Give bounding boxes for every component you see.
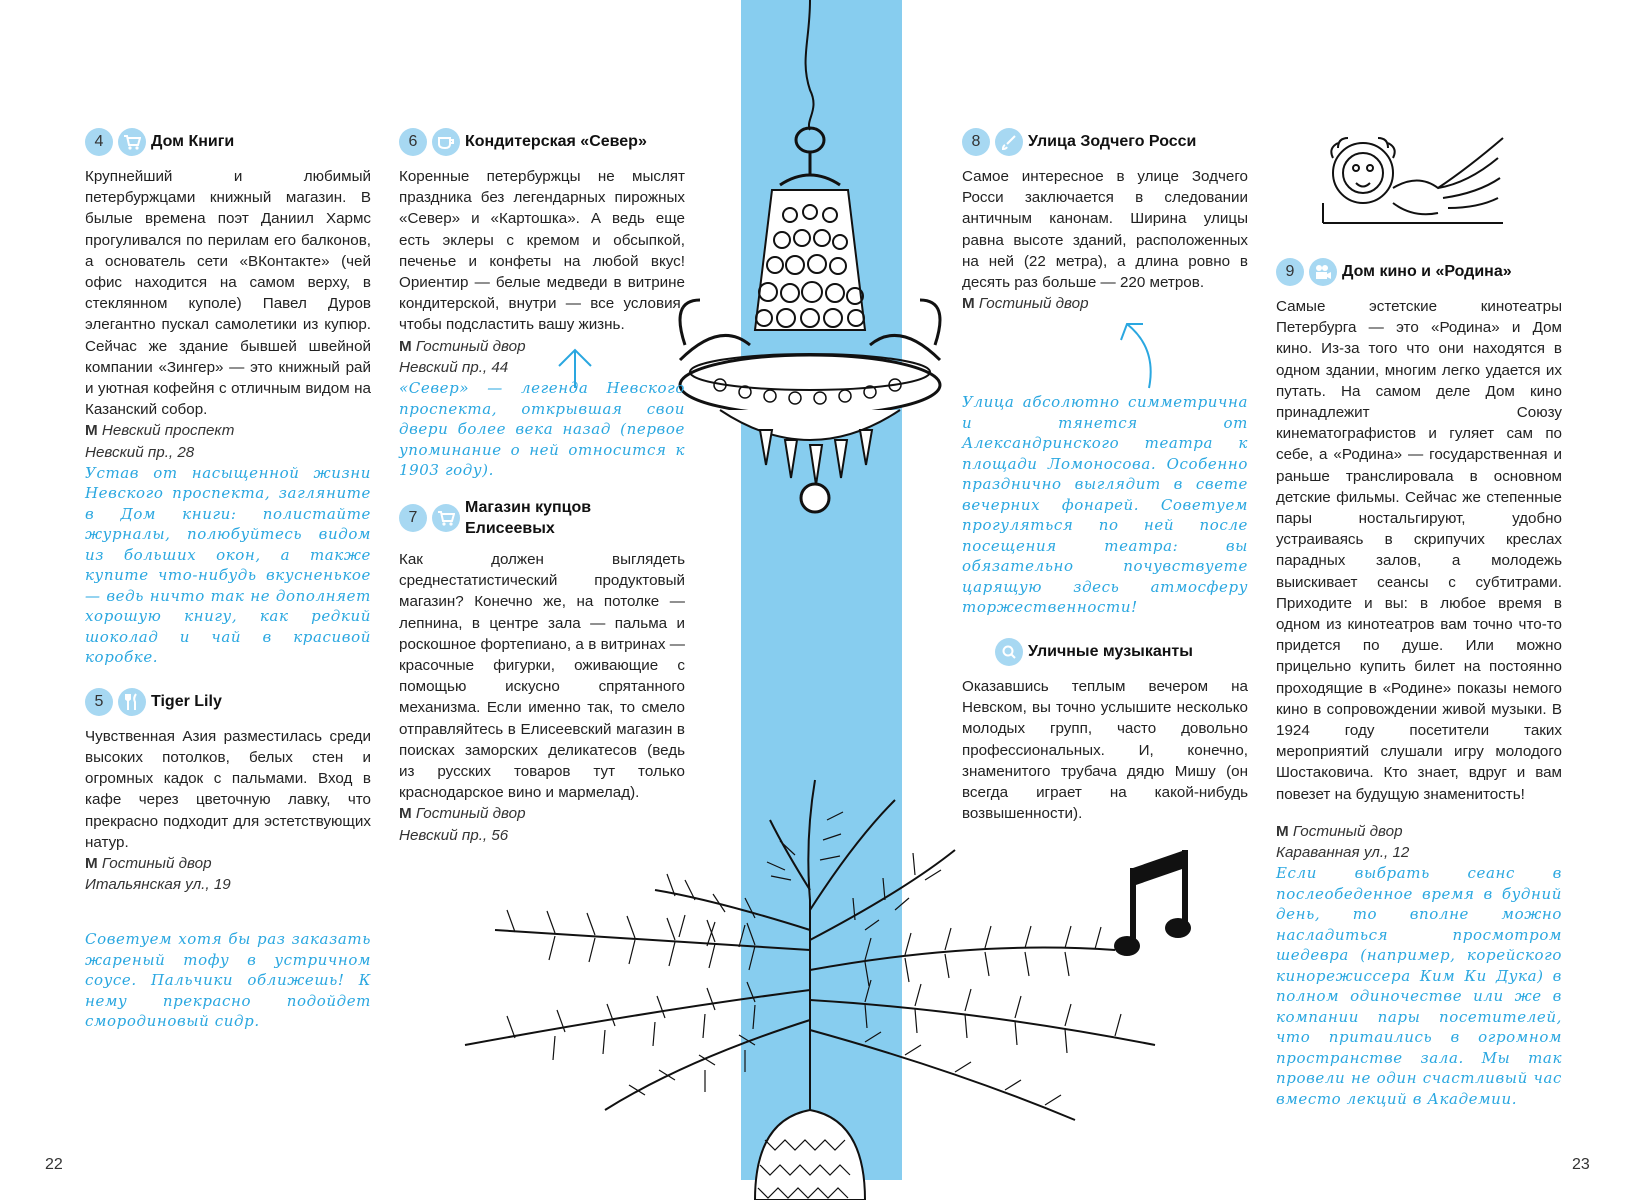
cart-icon bbox=[118, 128, 146, 156]
section-title: Tiger Lily bbox=[151, 693, 222, 711]
address: Невский пр., 56 bbox=[399, 826, 509, 844]
metro-info bbox=[85, 420, 371, 462]
section-body: Оказавшись теплым вечером на Невском, вы точно услышите несколько молодых групп, часто довольно профессиональных. И, конечно, знаменитого трубача дядю Мишу (он всегда играет на какой-нибудь возвышенности). bbox=[962, 677, 1248, 823]
metro-info bbox=[399, 336, 685, 378]
metro-letter: М bbox=[962, 295, 975, 313]
page-number-left: 22 bbox=[45, 1156, 63, 1173]
metro-info bbox=[962, 293, 1248, 314]
section-number-badge: 7 bbox=[399, 504, 427, 532]
metro-info bbox=[399, 803, 685, 845]
column-2 bbox=[399, 128, 685, 846]
section-title: Дом кино и «Родина» bbox=[1342, 263, 1512, 281]
section-body: Крупнейший и любимый петербуржцами книжный магазин. В былые времена поэт Даниил Хармс прогуливался по перилам его балконов, а основатель сети «ВКонтакте» (чей офис находится на самом верху, в стеклянном куполе) Павел Дуров элегантно пускал самолетики из купюр. Сейчас же здание бывшей швейной компании «Зингер» — это книжный рай и уютная кофейня с отличным видом на Казанский собор. bbox=[85, 168, 371, 419]
metro-letter: М bbox=[399, 805, 412, 823]
page-number-right: 23 bbox=[1572, 1156, 1590, 1173]
column-3 bbox=[962, 128, 1248, 824]
address: Караванная ул., 12 bbox=[1276, 844, 1410, 862]
cup-icon bbox=[432, 128, 460, 156]
metro-station: Гостиный двор bbox=[101, 855, 212, 873]
section-body: Самое интересное в улице Зодчего Росси заключается в следовании античным канонам. Ширина улицы равна высоте зданий, расположенных на ней (22 метра), а длина ровно в десять раз больше — 220 метров. bbox=[962, 168, 1248, 292]
section-title: Магазин купцов Елисеевых bbox=[465, 498, 592, 537]
cutlery-icon bbox=[118, 688, 146, 716]
section-body: Коренные петербуржцы не мыслят праздника без легендарных пирожных «Север» и «Картошка». А ведь еще есть эклеры с кремом и обсыпкой, печенье и конфеты на любой вкус! Ориентир — белые медведи в витрине кондитерской, внутри — все условия, чтобы подсластить вашу жизнь. bbox=[399, 168, 685, 334]
camera-icon bbox=[1309, 258, 1337, 286]
address: Невский пр., 28 bbox=[85, 443, 195, 461]
metro-letter: М bbox=[85, 855, 98, 873]
cart-icon bbox=[432, 504, 460, 532]
section-title: Дом Книги bbox=[151, 133, 235, 151]
metro-station: Гостиный двор bbox=[978, 295, 1089, 313]
section-body: Самые эстетские кинотеатры Петербурга — это «Родина» и Дом кино. Из-за того что они находятся в одном здании, многим легко удается их путать. На самом деле Дом кино принадлежит Союзу кинематографистов и гуляет сам по себе, а «Родина» — государственная и раньше транслировала в основном детские фильмы. Сейчас же степенные пары ностальгируют, удобно устраиваясь в скрипучих креслах парадных залов, а молодежь выискивает сеансы с субтитрами. Приходите и вы: в любое время в одном из кинотеатров вам точно что-то придется по душе. Или можно прицельно купить билет на постоянно проходящие в «Родине» показы немого кино в сопровождении живой музыки. В 1924 году посетители таких мероприятий слушали игру молодого Шостаковича. Кто знает, вдруг и вам повезет на будущую знаменитость! bbox=[1276, 298, 1562, 803]
section-body: Как должен выглядеть среднестатистический продуктовый магазин? Конечно же, на потолке — лепнина, в центре зала — пальма и роскошное фортепиано, а в витринах — красочные фигурки, оживающие с помощью искусно спрятанного механизма. Если именно так, то смело отправляйтесь в Елисеевский магазин в поисках заморских деликатесов (ведь из русских товаров тут только краснодарское вино и мармелад). bbox=[399, 550, 685, 802]
section-sever bbox=[399, 128, 685, 481]
section-number-badge: 6 bbox=[399, 128, 427, 156]
section-dom-kino bbox=[1276, 258, 1562, 1109]
music-note-icon bbox=[1115, 840, 1197, 962]
section-number-badge: 8 bbox=[962, 128, 990, 156]
section-dom-knigi bbox=[85, 128, 371, 668]
section-number-badge: 9 bbox=[1276, 258, 1304, 286]
metro-letter: М bbox=[1276, 822, 1289, 840]
address: Итальянская ул., 19 bbox=[85, 876, 231, 894]
metro-info bbox=[85, 853, 371, 895]
metro-station: Невский проспект bbox=[101, 422, 235, 440]
section-number-badge: 5 bbox=[85, 688, 113, 716]
metro-station: Гостиный двор bbox=[415, 805, 526, 823]
chandelier-illustration bbox=[660, 0, 980, 540]
section-number-badge: 4 bbox=[85, 128, 113, 156]
section-body: Чувственная Азия разместилась среди высоких потолков, белых стен и огромных кадок с пальмами. Вход в кафе через цветочную лавку, что прекрасно подходит для эстетствующих натур. bbox=[85, 727, 371, 851]
tip-note: «Север» — легенда Невского проспекта, открывшая свои двери более века назад (первое упоминание о ней относится к 1903 году). bbox=[399, 379, 685, 480]
metro-station: Гостиный двор bbox=[1292, 822, 1403, 840]
magnifier-icon bbox=[995, 638, 1023, 666]
metro-letter: М bbox=[85, 422, 98, 440]
section-rossi bbox=[962, 128, 1248, 618]
section-tiger-lily bbox=[85, 688, 371, 1032]
metro-letter: М bbox=[399, 337, 412, 355]
column-4 bbox=[1276, 258, 1562, 1109]
section-title: Кондитерская «Север» bbox=[465, 133, 647, 151]
metro-info bbox=[1276, 821, 1562, 863]
tip-note: Советуем хотя бы раз заказать жареный тофу в устричном соусе. Пальчики оближешь! К нему прекрасно подойдет смородиновый сидр. bbox=[85, 930, 371, 1031]
section-eliseev bbox=[399, 497, 685, 846]
winged-lion-illustration bbox=[1318, 128, 1510, 228]
tip-note: Улица абсолютно симметрична и тянется от Александринского театра к площади Ломоносова. Особенно празднично выглядит в свете вечерних фонарей. Советуем прогуляться по ней после посещения театра: вы обязательно почувствуете царящую здесь атмосферу торжественности! bbox=[962, 393, 1248, 617]
tip-note: Если выбрать сеанс в послеобеденное время в будний день, то вполне можно насладиться просмотром шедевра (например, корейского кинорежиссера Ким Ки Дука) в полном одиночестве или же в компании пары посетителей, что притаились в огромном пространстве зала. Мы так провели не один счастливый час вместо лекций в Академии. bbox=[1276, 864, 1562, 1108]
column-1 bbox=[85, 128, 371, 1032]
brush-icon bbox=[995, 128, 1023, 156]
section-musicians bbox=[962, 638, 1248, 824]
metro-station: Гостиный двор bbox=[415, 337, 526, 355]
section-title: Улица Зодчего Росси bbox=[1028, 133, 1197, 151]
section-title: Уличные музыканты bbox=[1028, 643, 1193, 661]
address: Невский пр., 44 bbox=[399, 358, 509, 376]
tip-note: Устав от насыщенной жизни Невского проспекта, загляните в Дом книги: полистайте журналы, полюбуйтесь видом из больших окон, а также купите что-нибудь вкусненькое — ведь ничто так не дополняет хорошую книгу, как редкий шоколад и чай в красивой коробке. bbox=[85, 463, 371, 667]
